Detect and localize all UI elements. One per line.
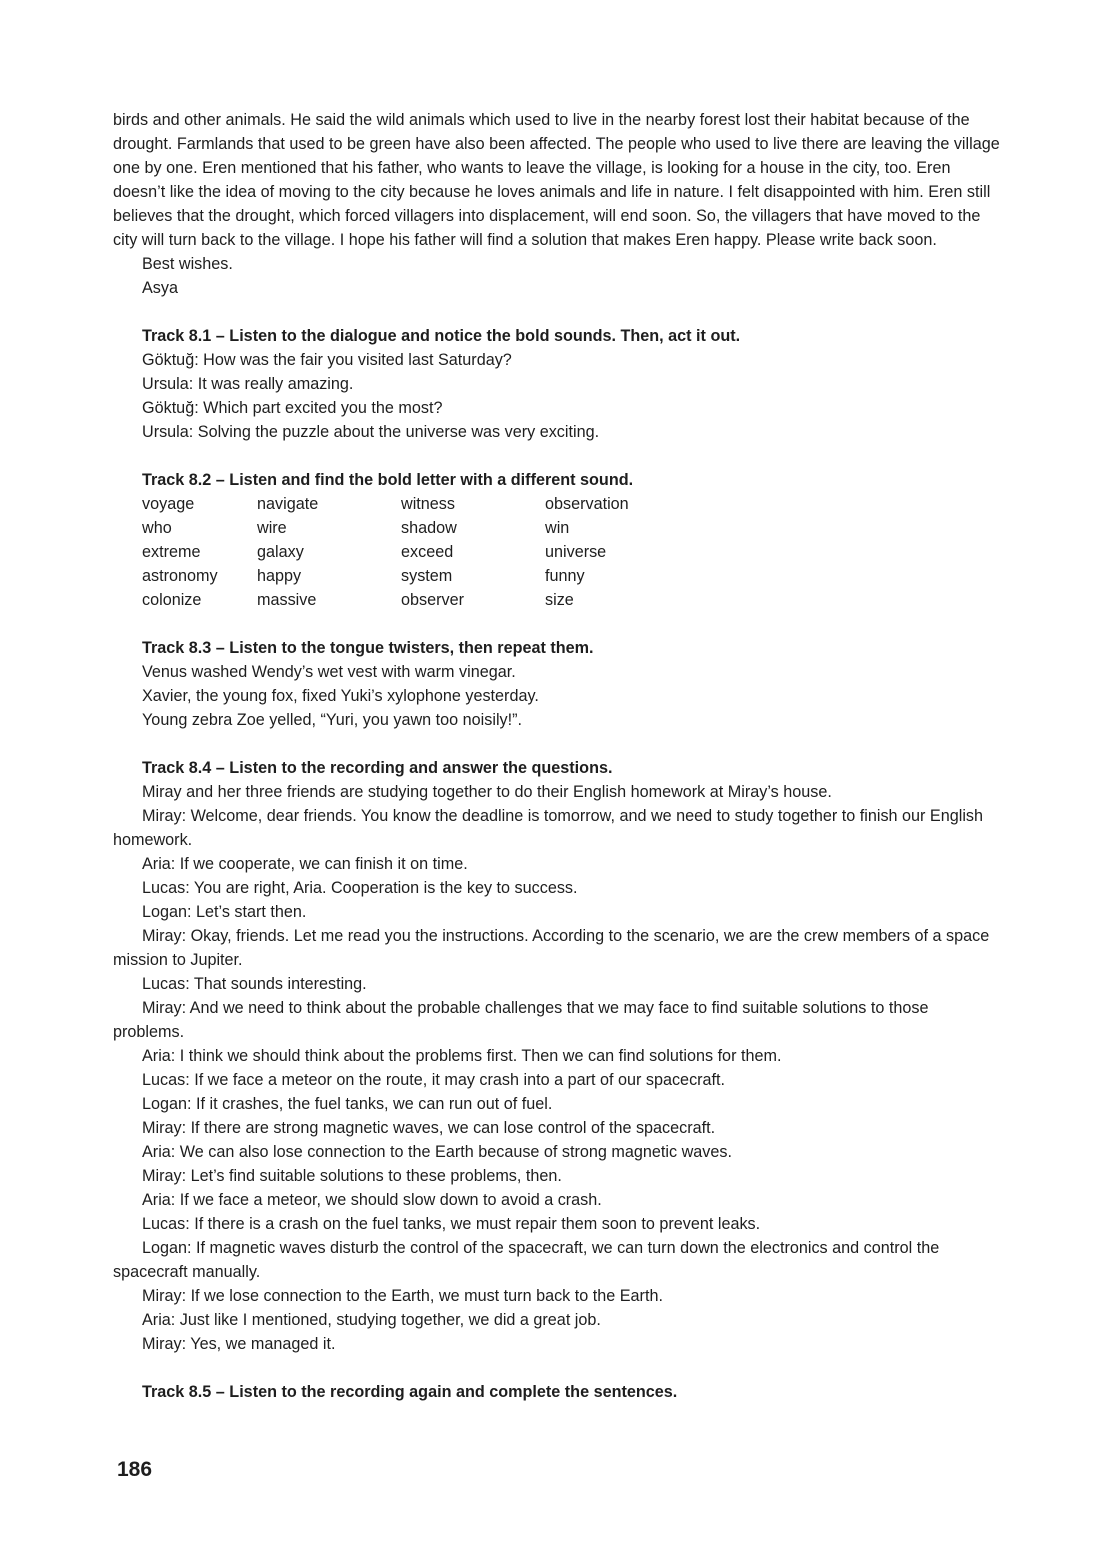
table-cell: size xyxy=(545,591,574,609)
table-cell: voyage xyxy=(142,495,195,513)
table-cell: galaxy xyxy=(257,543,304,561)
table-cell: observer xyxy=(401,591,464,609)
track-8-5-heading: Track 8.5 – Listen to the recording again and complete the sentences. xyxy=(142,1383,678,1401)
table-cell: exceed xyxy=(401,543,454,561)
table-cell: observation xyxy=(545,495,629,513)
dialogue-line: Logan: If magnetic waves disturb the control of the spacecraft, we can turn down the electronics and control the spacecraft manually. xyxy=(113,1239,940,1281)
dialogue-line: Göktuğ: How was the fair you visited last Saturday? xyxy=(142,351,512,369)
table-cell: witness xyxy=(401,495,455,513)
table-cell: extreme xyxy=(142,543,201,561)
letter-closing: Best wishes. xyxy=(142,255,233,273)
track-8-3-heading: Track 8.3 – Listen to the tongue twisters, then repeat them. xyxy=(142,639,594,657)
track-8-2-heading: Track 8.2 – Listen and find the bold letter with a different sound. xyxy=(142,471,634,489)
tongue-twister: Venus washed Wendy’s wet vest with warm vinegar. xyxy=(142,663,516,681)
table-cell: colonize xyxy=(142,591,202,609)
table-row xyxy=(142,540,665,564)
dialogue-line: Aria: We can also lose connection to the Earth because of strong magnetic waves. xyxy=(142,1143,732,1161)
dialogue-line: Miray: Welcome, dear friends. You know the deadline is tomorrow, and we need to study together to finish our English homework. xyxy=(113,807,984,849)
dialogue-line: Miray: Yes, we managed it. xyxy=(142,1335,336,1353)
dialogue-line: Miray: Okay, friends. Let me read you the instructions. According to the scenario, we are the crew members of a space mission to Jupiter. xyxy=(113,927,990,969)
letter-body: birds and other animals. He said the wild animals which used to live in the nearby forest lost their habitat because of the drought. Farmlands that used to be green have also been affected. The people who used to live there are leaving the village one by one. Eren mentioned that his father, who wants to leave the village, is looking for a house in the city, too. Eren doesn’t like the idea of moving to the city because he loves animals and life in nature. I felt disappointed with him. Eren still believes that the drought, which forced villagers into displacement, will end soon. So, the villagers that have moved to the city will turn back to the village. I hope his father will find a solution that makes Eren happy. Please write back soon. xyxy=(113,111,1000,249)
table-cell: universe xyxy=(545,543,607,561)
dialogue-line: Göktuğ: Which part excited you the most? xyxy=(142,399,443,417)
table-cell: win xyxy=(545,519,570,537)
track-8-4-heading: Track 8.4 – Listen to the recording and answer the questions. xyxy=(142,759,613,777)
dialogue-line: Lucas: That sounds interesting. xyxy=(142,975,367,993)
table-cell: wire xyxy=(257,519,287,537)
tongue-twister: Young zebra Zoe yelled, “Yuri, you yawn too noisily!”. xyxy=(142,711,523,729)
table-cell: system xyxy=(401,567,453,585)
dialogue-line: Aria: If we cooperate, we can finish it on time. xyxy=(142,855,468,873)
table-cell: astronomy xyxy=(142,567,218,585)
dialogue-line: Miray: And we need to think about the probable challenges that we may face to find suitable solutions to those problems. xyxy=(113,999,929,1041)
dialogue-line: Aria: Just like I mentioned, studying together, we did a great job. xyxy=(142,1311,601,1329)
dialogue-line: Logan: If it crashes, the fuel tanks, we can run out of fuel. xyxy=(142,1095,553,1113)
table-cell: shadow xyxy=(401,519,457,537)
dialogue-line: Miray and her three friends are studying together to do their English homework at Miray’s house. xyxy=(142,783,832,801)
table-row xyxy=(142,492,665,516)
table-row xyxy=(142,564,665,588)
letter-signature: Asya xyxy=(142,279,178,297)
dialogue-line: Miray: If we lose connection to the Earth, we must turn back to the Earth. xyxy=(142,1287,663,1305)
dialogue-line: Lucas: If there is a crash on the fuel tanks, we must repair them soon to prevent leaks. xyxy=(142,1215,761,1233)
dialogue-line: Aria: I think we should think about the problems first. Then we can find solutions for them. xyxy=(142,1047,782,1065)
dialogue-line: Ursula: Solving the puzzle about the universe was very exciting. xyxy=(142,423,600,441)
table-row xyxy=(142,588,665,612)
dialogue-line: Miray: Let’s find suitable solutions to these problems, then. xyxy=(142,1167,562,1185)
dialogue-line: Lucas: You are right, Aria. Cooperation is the key to success. xyxy=(142,879,578,897)
dialogue-line: Ursula: It was really amazing. xyxy=(142,375,354,393)
table-cell: happy xyxy=(257,567,302,585)
dialogue-line: Logan: Let’s start then. xyxy=(142,903,307,921)
table-row xyxy=(142,516,665,540)
page-content xyxy=(113,108,1003,1404)
table-cell: who xyxy=(142,519,172,537)
table-cell: navigate xyxy=(257,495,319,513)
word-table xyxy=(142,492,665,612)
table-cell: funny xyxy=(545,567,585,585)
dialogue-line: Miray: If there are strong magnetic waves, we can lose control of the spacecraft. xyxy=(142,1119,716,1137)
tongue-twister: Xavier, the young fox, fixed Yuki’s xylophone yesterday. xyxy=(142,687,539,705)
dialogue-line: Lucas: If we face a meteor on the route, it may crash into a part of our spacecraft. xyxy=(142,1071,726,1089)
track-8-1-heading: Track 8.1 – Listen to the dialogue and notice the bold sounds. Then, act it out. xyxy=(142,327,741,345)
page-number: 186 xyxy=(117,1458,153,1481)
dialogue-line: Aria: If we face a meteor, we should slow down to avoid a crash. xyxy=(142,1191,602,1209)
table-cell: massive xyxy=(257,591,317,609)
